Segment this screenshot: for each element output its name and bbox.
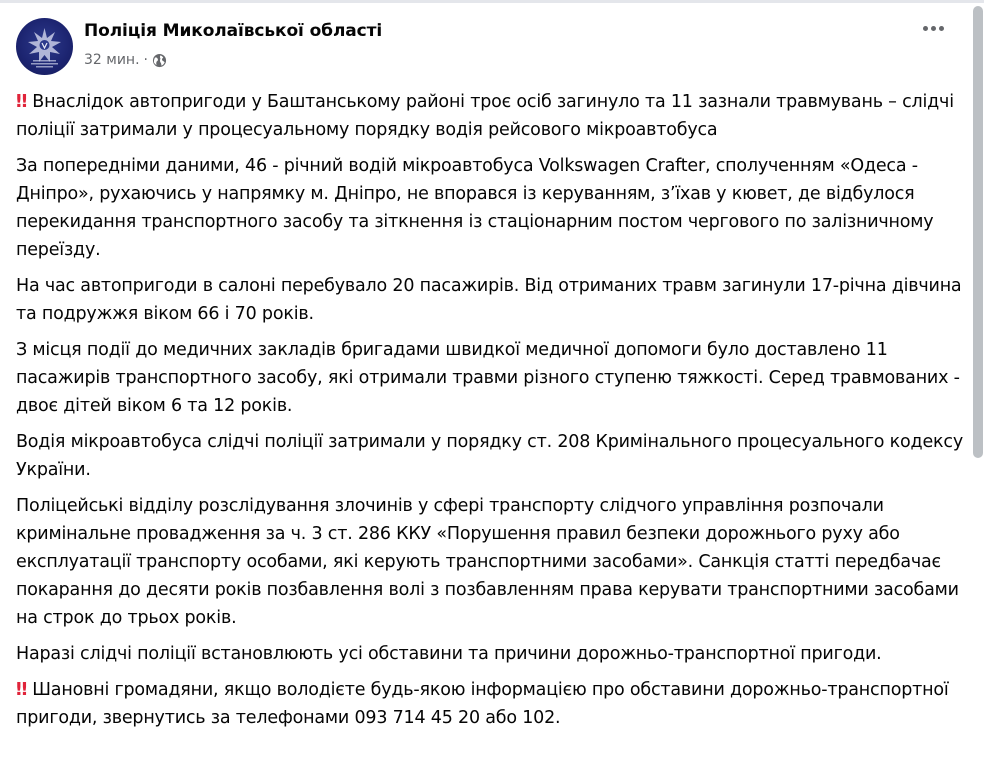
post-paragraph: На час автопригоди в салоні перебувало 20 пасажирів. Від отриманих травм загинули 17-річна дівчина та подружжя віком 66 і 70 років.	[16, 276, 962, 324]
more-dot-icon	[931, 26, 936, 31]
post-timestamp[interactable]: 32 мин.	[84, 52, 140, 68]
more-dot-icon	[923, 26, 928, 31]
post-paragraph: ‼ Шановні громадяни, якщо володієте будь-якою інформацією про обставини дорожньо-транспортної пригоди, звернутись за телефонами 093 714 45 20 або 102.	[16, 679, 949, 728]
author-name[interactable]: Поліція Миколаївської області	[84, 21, 383, 41]
post-paragraph: За попередніми даними, 46 - річний водій мікроавтобуса Volkswagen Crafter, сполученням «Одеса - Дніпро», рухаючись у напрямку м. Дніпро, не впорався із керуванням, з’їхав у кювет, де відбулося перекидання транспортного засобу та зіткнення із стаціонарним постом чергового по залізничному переїзду.	[16, 156, 934, 260]
post-meta	[84, 52, 167, 68]
scrollbar-thumb[interactable]	[973, 6, 983, 458]
police-star-icon	[16, 18, 73, 75]
avatar[interactable]	[16, 18, 73, 75]
more-dot-icon	[939, 26, 944, 31]
post-header	[16, 18, 966, 76]
double-exclamation-icon: ‼	[16, 679, 25, 700]
post-paragraph: Водія мікроавтобуса слідчі поліції затримали у порядку ст. 208 Кримінального процесуального кодексу України.	[16, 432, 963, 480]
globe-icon[interactable]	[152, 53, 167, 68]
post-paragraph: ‼ Внаслідок автопригоди у Баштанському районі троє осіб загинуло та 11 зазнали травмувань – слідчі поліції затримали у процесуальному порядку водія рейсового мікроавтобуса	[16, 91, 954, 140]
meta-separator: ·	[143, 52, 148, 68]
post-paragraph: Наразі слідчі поліції встановлюють усі обставини та причини дорожньо-транспортної пригоди.	[16, 644, 882, 664]
post-paragraph: З місця події до медичних закладів бригадами швидкої медичної допомоги було доставлено 11 пасажирів транспортного засобу, які отримали травми різного ступеню тяжкості. Серед травмованих - двоє дітей віком 6 та 12 років.	[16, 340, 960, 416]
more-options-button[interactable]	[918, 18, 948, 38]
post-paragraph: Поліцейські відділу розслідування злочинів у сфері транспорту слідчого управління розпочали кримінальне провадження за ч. 3 ст. 286 ККУ «Порушення правил безпеки дорожнього руху або експлуатації транспорту особами, які керують транспортними засобами». Санкція статті передбачає покарання до десяти років позбавлення волі з позбавленням права керувати транспортними засобами на строк до трьох років.	[16, 496, 959, 628]
double-exclamation-icon: ‼	[16, 91, 25, 112]
vertical-scrollbar[interactable]	[972, 3, 984, 768]
post-body	[16, 88, 968, 740]
